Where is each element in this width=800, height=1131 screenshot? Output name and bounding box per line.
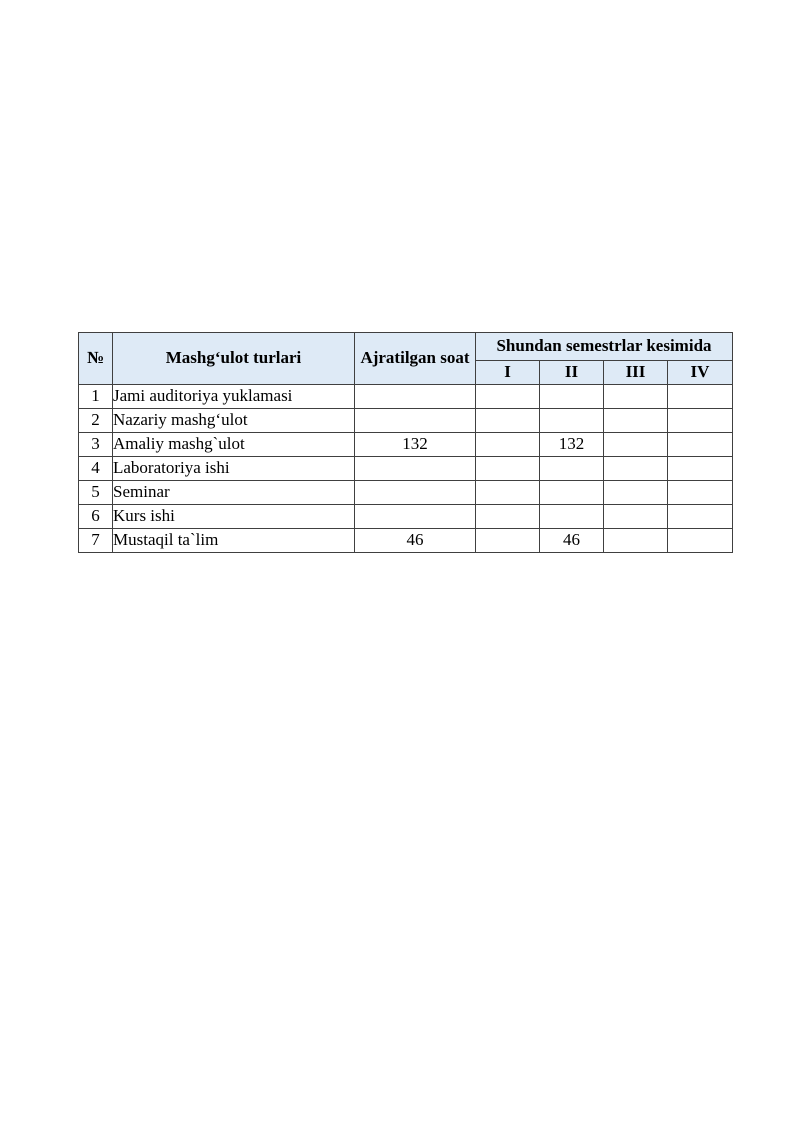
row-name: Nazariy mashg‘ulot xyxy=(113,409,355,433)
row-name: Seminar xyxy=(113,481,355,505)
row-number: 7 xyxy=(79,529,113,553)
row-semester-1 xyxy=(476,433,540,457)
row-semester-1 xyxy=(476,409,540,433)
hours-table xyxy=(78,332,733,553)
table-row xyxy=(79,409,733,433)
row-hours xyxy=(355,385,476,409)
row-semester-2: 46 xyxy=(540,529,604,553)
row-semester-3 xyxy=(604,505,668,529)
row-hours xyxy=(355,481,476,505)
header-semester-4: IV xyxy=(668,361,733,385)
row-number: 4 xyxy=(79,457,113,481)
table-row xyxy=(79,385,733,409)
row-semester-1 xyxy=(476,457,540,481)
row-semester-3 xyxy=(604,481,668,505)
row-number: 3 xyxy=(79,433,113,457)
header-type: Mashg‘ulot turlari xyxy=(113,333,355,385)
row-semester-1 xyxy=(476,529,540,553)
row-hours: 46 xyxy=(355,529,476,553)
row-semester-4 xyxy=(668,385,733,409)
row-semester-1 xyxy=(476,385,540,409)
row-number: 6 xyxy=(79,505,113,529)
row-semester-4 xyxy=(668,505,733,529)
row-semester-2 xyxy=(540,385,604,409)
row-semester-2 xyxy=(540,409,604,433)
row-semester-4 xyxy=(668,409,733,433)
header-semester-1: I xyxy=(476,361,540,385)
row-semester-4 xyxy=(668,457,733,481)
row-semester-2 xyxy=(540,457,604,481)
row-name: Laboratoriya ishi xyxy=(113,457,355,481)
row-semester-3 xyxy=(604,433,668,457)
table-row xyxy=(79,433,733,457)
row-name: Amaliy mashg`ulot xyxy=(113,433,355,457)
row-number: 2 xyxy=(79,409,113,433)
table-row xyxy=(79,457,733,481)
header-semesters-title: Shundan semestrlar kesimida xyxy=(476,333,733,361)
table-row xyxy=(79,529,733,553)
header-number: № xyxy=(79,333,113,385)
row-semester-3 xyxy=(604,385,668,409)
table-row xyxy=(79,505,733,529)
row-semester-2: 132 xyxy=(540,433,604,457)
row-hours xyxy=(355,409,476,433)
row-hours xyxy=(355,457,476,481)
row-semester-1 xyxy=(476,505,540,529)
row-number: 5 xyxy=(79,481,113,505)
row-semester-3 xyxy=(604,409,668,433)
row-name: Mustaqil ta`lim xyxy=(113,529,355,553)
row-hours: 132 xyxy=(355,433,476,457)
row-name: Kurs ishi xyxy=(113,505,355,529)
row-semester-2 xyxy=(540,505,604,529)
row-semester-3 xyxy=(604,457,668,481)
row-number: 1 xyxy=(79,385,113,409)
row-semester-1 xyxy=(476,481,540,505)
row-semester-3 xyxy=(604,529,668,553)
row-hours xyxy=(355,505,476,529)
table-row xyxy=(79,481,733,505)
row-semester-2 xyxy=(540,481,604,505)
header-semester-3: III xyxy=(604,361,668,385)
row-semester-4 xyxy=(668,529,733,553)
row-semester-4 xyxy=(668,481,733,505)
header-semester-2: II xyxy=(540,361,604,385)
table-header-row xyxy=(79,333,733,361)
row-name: Jami auditoriya yuklamasi xyxy=(113,385,355,409)
header-allocated: Ajratilgan soat xyxy=(355,333,476,385)
row-semester-4 xyxy=(668,433,733,457)
